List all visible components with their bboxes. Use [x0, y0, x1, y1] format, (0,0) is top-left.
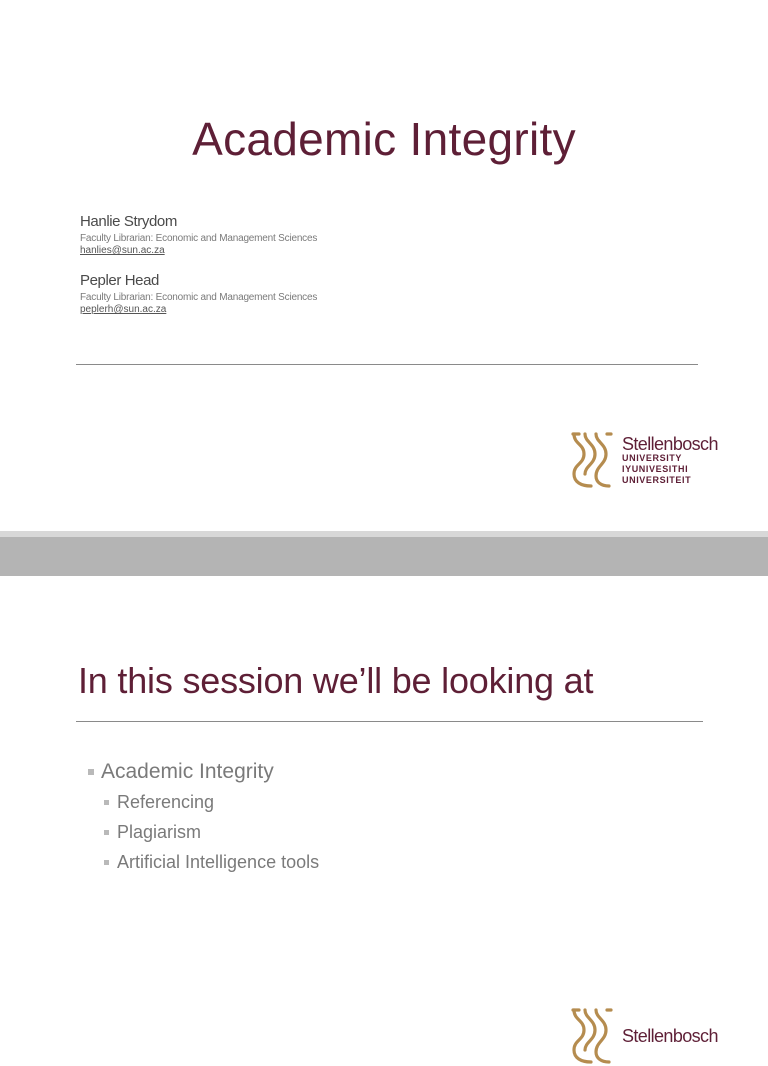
logo-name: Stellenbosch — [622, 1026, 718, 1046]
crest-icon — [571, 430, 615, 490]
university-logo — [571, 430, 718, 490]
logo-line: UNIVERSITEIT — [622, 474, 692, 485]
presenter-email-link[interactable]: hanlies@sun.ac.za — [80, 245, 165, 256]
bullet-text: Academic Integrity — [101, 760, 274, 783]
presenter-name: Pepler Head — [80, 272, 159, 289]
slide-separator-edge — [0, 531, 768, 537]
logo-name: Stellenbosch — [622, 433, 718, 454]
list-item — [104, 820, 319, 844]
list-item — [104, 790, 319, 814]
bullet-text: Plagiarism — [117, 821, 202, 842]
bullet-square-icon — [104, 830, 109, 835]
presenter-1 — [80, 213, 317, 256]
bullet-text: Referencing — [117, 791, 215, 812]
presenter-name: Hanlie Strydom — [80, 213, 177, 230]
crest-icon — [571, 1006, 615, 1066]
presenter-email-link[interactable]: peplerh@sun.ac.za — [80, 304, 167, 315]
logo-line: UNIVERSITY — [622, 452, 683, 463]
bullet-text: Artificial Intelligence tools — [117, 851, 320, 872]
presenter-role: Faculty Librarian: Economic and Management Sciences — [80, 233, 318, 244]
slide-2 — [0, 576, 768, 1046]
slide-title: Academic Integrity — [192, 113, 576, 165]
list-item — [88, 760, 319, 784]
university-logo — [571, 1006, 718, 1066]
list-item — [104, 850, 319, 874]
presenter-role: Faculty Librarian: Economic and Management Sciences — [80, 292, 318, 303]
logo-line: IYUNIVESITHI — [622, 463, 689, 474]
presenter-2 — [80, 272, 317, 315]
bullet-square-icon — [88, 769, 94, 775]
divider — [76, 721, 703, 722]
bullet-square-icon — [104, 860, 109, 865]
slide-title: In this session we’ll be looking at — [78, 660, 594, 701]
slide-1 — [0, 0, 768, 531]
bullet-square-icon — [104, 800, 109, 805]
divider — [76, 364, 698, 365]
slide-separator — [0, 531, 768, 576]
bullet-list — [88, 760, 319, 880]
